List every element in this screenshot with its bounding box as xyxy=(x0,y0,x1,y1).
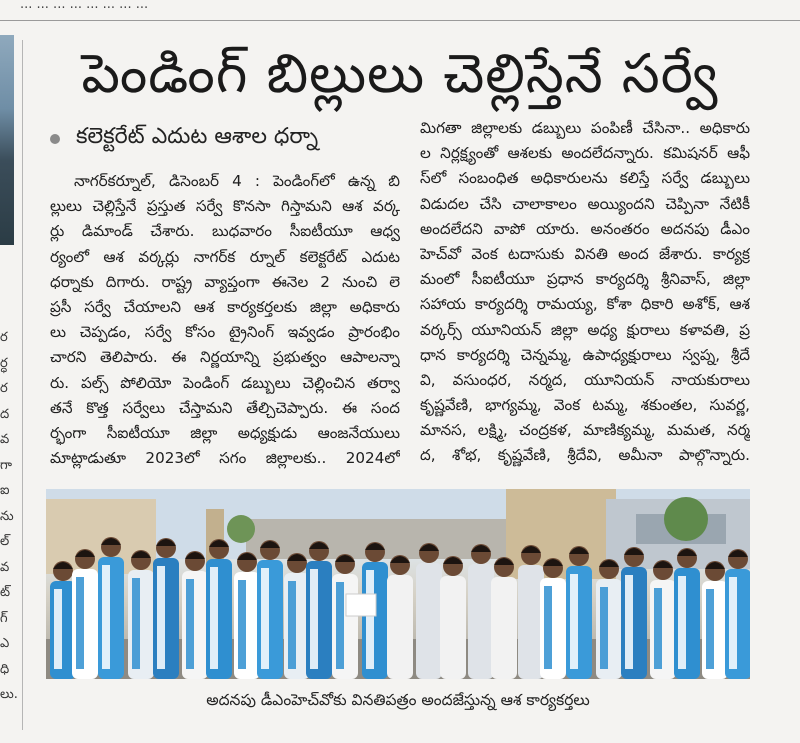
body-line: ల్లులు చెల్లిస్తేనే ప్రస్తుత సర్వే కొనసా గిస్తామని ఆశ వర్క xyxy=(50,197,400,216)
article-body-right-column xyxy=(420,116,750,469)
crowd-person xyxy=(596,579,622,679)
body-line: ధాన కార్యదర్శి చెన్నమ్మ, ఉపాధ్యక్షురాలు స్వప్న, శ్రీదే xyxy=(420,345,750,364)
body-line: రు. పల్స్ పోలియో పెండింగ్ డబ్బులు చెల్లించిన తర్వా xyxy=(50,373,400,392)
left-fragment-line: ల్ xyxy=(0,534,10,549)
body-line: ర్యంలో ఆశ వర్కర్లు నాగర్‌క ర్నూల్ కలెక్టరేట్ ఎదుట xyxy=(50,247,400,266)
body-line: నాగర్‌కర్నూల్, డిసెంబర్ 4 : పెండింగ్‌లో ఉన్న బి xyxy=(74,172,400,190)
body-line: సహాయ కార్యదర్శి రామయ్య, కోశా ధికారి అశోక్, ఆశ xyxy=(420,295,750,314)
crowd-person xyxy=(153,558,179,679)
body-line: వి, వసుంధర, నర్మద, యూనియన్ నాయకురాలు xyxy=(420,370,750,389)
article-body-left-column xyxy=(50,169,400,471)
left-fragment-line: ర xyxy=(0,330,8,345)
left-fragment-line: ను xyxy=(0,508,14,524)
crowd-person xyxy=(621,567,647,679)
left-fragment-line: ధి xyxy=(0,661,10,677)
crowd-person xyxy=(566,566,592,679)
crowd-person xyxy=(362,562,388,679)
left-fragment-line: గ్ xyxy=(0,610,8,626)
body-line: అందలేదని వాపో యారు. అనంతరం అదనపు డీఎం xyxy=(420,219,750,238)
crowd-person xyxy=(674,568,700,679)
crowd-person xyxy=(128,570,154,679)
crowd-person xyxy=(234,572,260,679)
left-fragment-line: వ xyxy=(0,559,10,575)
body-line: మంలో సీఐటీయూ ప్రధాన కార్యదర్శి శ్రీనివాస్, జిల్లా xyxy=(420,270,750,289)
body-line: ల నిర్లక్ష్యంతో ఆశలకు అందలేదన్నారు. కమిషనర్ ఆఫీ xyxy=(420,144,750,163)
left-fragment-line: ర్ధ xyxy=(0,355,8,371)
body-line: వర్కర్స్ యూనియన్ జిల్లా అధ్య క్షురాలు కళావతి, ప్ర xyxy=(420,320,750,339)
left-fragment-line: గా xyxy=(0,457,12,473)
headline: పెండింగ్ బిల్లులు చెల్లిస్తేనే సర్వే xyxy=(81,42,719,105)
left-fragment-line: ఐ xyxy=(0,483,10,498)
left-fragment-line: ద xyxy=(0,406,10,422)
photo-caption: అదనపు డీఎంహెచ్‌వోకు వినతిపత్రం అందజేస్తున్న ఆశ కార్యకర్తలు xyxy=(206,691,590,709)
crowd-person xyxy=(182,571,208,679)
crowd-person xyxy=(491,577,517,679)
body-line: మిగతా జిల్లాలకు డబ్బులు పంపిణీ చేసినా.. అధికారు xyxy=(420,119,750,137)
left-adjacent-text xyxy=(0,325,18,708)
crowd-person xyxy=(206,559,232,679)
left-fragment-line: లు. xyxy=(0,687,18,702)
body-line: కృష్ణవేణి, భాగ్యమ్మ, వెంక టమ్మ, శకుంతల, సువర్ణ, xyxy=(420,396,750,415)
body-line: ర్భంగా సీఐటీయూ జిల్లా అధ్యక్షుడు ఆంజనేయులు xyxy=(50,423,400,442)
body-line: ద, శోభ, కృష్ణవేణి, శ్రీదేవి, అమీనా పాల్గొన్నారు. xyxy=(420,446,750,465)
body-line: తనే కొత్త సర్వేలు చేస్తామని తేల్చిచెప్పారు. ఈ సంద xyxy=(50,398,400,417)
left-fragment-line: వ xyxy=(0,432,10,447)
body-line: ధర్నాకు దిగారు. రాష్ట్ర వ్యాప్తంగా ఈనెల 2 నుంచి లె xyxy=(50,272,400,291)
crowd-person xyxy=(306,561,332,679)
crowd-person xyxy=(98,557,124,679)
crowd-person xyxy=(725,569,750,679)
crowd-person xyxy=(702,581,728,679)
crowd-person xyxy=(72,569,98,679)
left-fragment-line: ఎ xyxy=(0,636,10,651)
left-adjacent-column xyxy=(0,35,18,735)
body-line: ర్లు డిమాండ్ చేశారు. బుధవారం సీఐటీయూ ఆధ్వ xyxy=(50,222,400,241)
crowd-person xyxy=(387,575,413,679)
left-adjacent-photo xyxy=(0,35,14,245)
crowd-person xyxy=(540,578,566,679)
top-strip-previous-article xyxy=(0,0,800,22)
body-line: హెచ్‌వో వెంక టదాసుకు వినతి అంద జేశారు. కార్యక్ర xyxy=(420,244,750,263)
body-line: మానస, లక్ష్మి, చంద్రకళ, మాణిక్యమ్మ, మమత, నర్మ xyxy=(420,421,750,440)
subheadline xyxy=(50,122,410,156)
crowd-person xyxy=(257,560,283,679)
bullet-icon xyxy=(50,134,60,144)
protest-photo-illustration xyxy=(46,489,750,679)
column-divider xyxy=(22,40,23,730)
left-fragment-line: ట్ xyxy=(0,585,11,600)
subheadline-text: కలెక్టరేట్ ఎదుట ఆశాల ధర్నా xyxy=(76,124,319,149)
petition-paper xyxy=(346,594,376,616)
body-line: చారని తెలిపారు. ఈ నిర్ణయాన్ని ప్రభుత్వం ఆపాలన్నా xyxy=(50,348,400,367)
crowd-person xyxy=(650,580,676,679)
left-fragment-line: ర xyxy=(0,381,8,396)
crowd-person xyxy=(440,576,466,679)
top-divider xyxy=(0,20,800,21)
crowd-person xyxy=(416,563,442,679)
body-line: లు చెప్పడం, సర్వే కోసం ట్రైనింగ్ ఇవ్వడం ప్రారంభిం xyxy=(50,323,400,342)
news-photo xyxy=(46,489,750,679)
crowd-person xyxy=(468,564,494,679)
body-line: విడుదల చేసి చాలాకాలం అయ్యిందని చెప్పినా నేటికీ xyxy=(420,194,750,213)
body-line: మాట్లాడుతూ 2023లో సగం జిల్లాలకు.. 2024లో xyxy=(50,449,400,468)
body-line: స్‌లో సంబంధిత అధికారులను కలిస్తే సర్వే డబ్బులు xyxy=(420,169,750,188)
body-line: ప్రసీ సర్వే చేయాలని ఆశ కార్యకర్తలకు జిల్లా అధికారు xyxy=(50,297,400,316)
top-strip-text: ... ... ... ... ... ... ... ... xyxy=(20,0,149,12)
crowd-person xyxy=(332,574,358,679)
